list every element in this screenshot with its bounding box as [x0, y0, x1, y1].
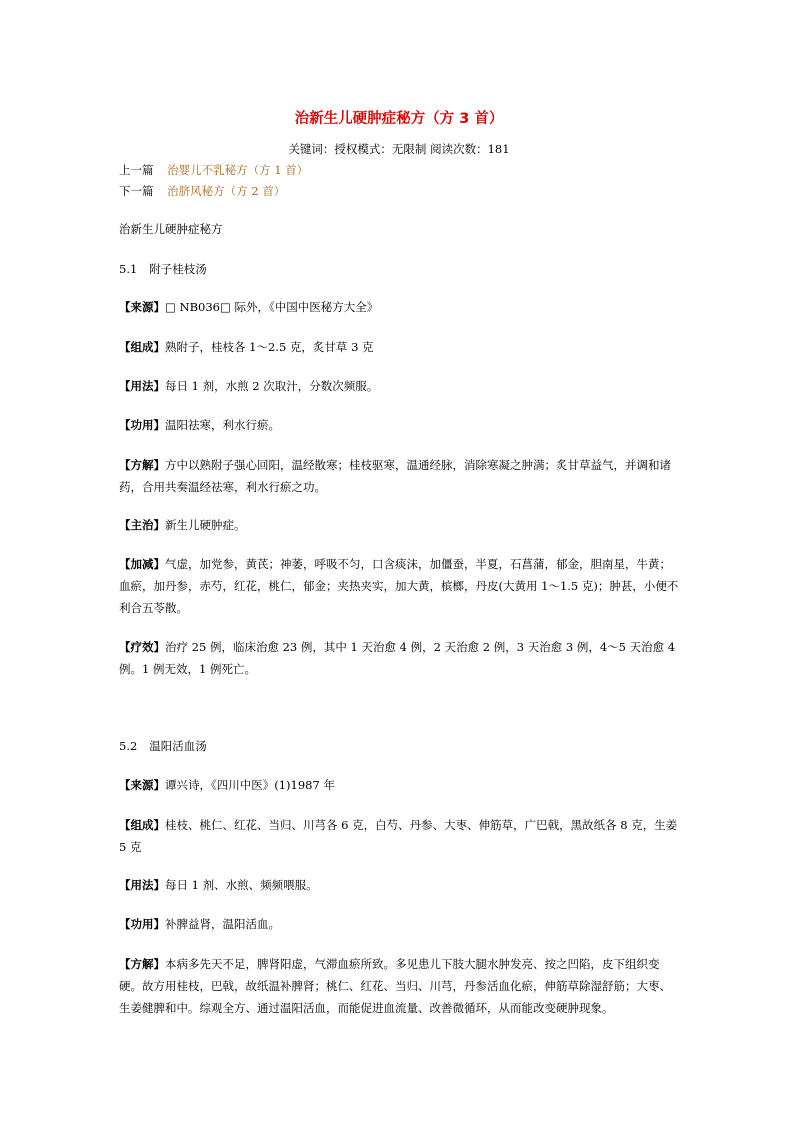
- entry-tag: 【疗效】: [119, 640, 165, 654]
- section-heading: [119, 258, 679, 280]
- entry-indication: [119, 514, 679, 536]
- entry-text: 桂枝、桃仁、红花、当归、川芎各 6 克，白芍、丹参、大枣、伸筋草，广巴戟，黑故纸各 8 克，生姜 5 克: [119, 818, 678, 854]
- entry-text: 每日 1 剂、水煎、频频喂服。: [165, 878, 318, 892]
- entry-tag: 【用法】: [119, 878, 165, 892]
- entry-tag: 【主治】: [119, 518, 165, 532]
- entry-tag: 【功用】: [119, 418, 165, 432]
- entry-usage: [119, 375, 679, 397]
- entry-usage: [119, 874, 679, 896]
- entry-text: 每日 1 剂，水煎 2 次取汁，分数次频服。: [165, 379, 379, 393]
- entry-text: 治疗 25 例，临床治愈 23 例，其中 1 天治愈 4 例，2 天治愈 2 例，3 天治愈 3 例，4～5 天治愈 4 例。1 例无效，1 例死亡。: [119, 640, 676, 676]
- section-number: 5.2: [119, 739, 138, 753]
- document-heading: 治新生儿硬肿症秘方: [119, 222, 223, 236]
- entry-modification: [119, 553, 679, 619]
- entry-tag: 【组成】: [119, 340, 165, 354]
- entry-tag: 【方解】: [119, 458, 165, 472]
- entry-explanation: [119, 953, 679, 1019]
- prev-article-label: 上一篇: [119, 163, 154, 177]
- entry-function: [119, 414, 679, 436]
- entry-function: [119, 913, 679, 935]
- prev-article-nav: [119, 162, 308, 178]
- entry-tag: 【加减】: [119, 557, 165, 571]
- next-article-label: 下一篇: [119, 184, 154, 198]
- entry-explanation: [119, 454, 679, 498]
- entry-tag: 【方解】: [119, 957, 165, 971]
- entry-efficacy: [119, 636, 679, 680]
- entry-text: 本病多先天不足，脾肾阳虚，气滞血瘀所致。多见患儿下肢大腿水肿发亮、按之凹陷，皮下组织变硬。故方用桂枝，巴戟，故纸温补脾肾；桃仁、红花、当归、川芎，丹参活血化瘀，伸筋草除湿舒筋；大枣、生姜健脾和中。综观全方、通过温阳活血，而能促进血流量、改善微循环，从而能改变硬肿现象。: [119, 957, 671, 1015]
- next-article-link[interactable]: 治脐风秘方（方 2 首）: [167, 184, 286, 198]
- entry-text: 补脾益肾，温阳活血。: [165, 917, 280, 931]
- section-name: 温阳活血汤: [149, 739, 207, 753]
- section-name: 附子桂枝汤: [149, 262, 207, 276]
- entry-composition: [119, 336, 679, 358]
- entry-tag: 【用法】: [119, 379, 165, 393]
- entry-text: □ NB036□ 际外，《中国中医秘方大全》: [165, 300, 379, 314]
- entry-tag: 【组成】: [119, 818, 165, 832]
- entry-tag: 【功用】: [119, 917, 165, 931]
- entry-source: [119, 774, 679, 796]
- document-title: 治新生儿硬肿症秘方（方 3 首）: [294, 111, 504, 127]
- section-heading: [119, 735, 679, 757]
- entry-source: [119, 296, 679, 318]
- next-article-nav: [119, 183, 285, 199]
- entry-text: 温阳祛寒，利水行瘀。: [165, 418, 280, 432]
- section-number: 5.1: [119, 262, 138, 276]
- entry-text: 熟附子，桂枝各 1～2.5 克，炙甘草 3 克: [165, 340, 374, 354]
- entry-text: 气虚，加党参，黄芪；神萎，呼吸不匀，口含痰沫，加僵蚕，半夏，石菖蒲，郁金，胆南星，牛黄；血瘀，加丹参，赤芍，红花，桃仁，郁金；夹热夹实，加大黄，槟榔，丹皮(大黄用 1～1.5 克)；肿甚，小便不利合五苓散。: [119, 557, 679, 615]
- prev-article-link[interactable]: 治婴儿不乳秘方（方 1 首）: [167, 163, 309, 177]
- document-meta: 关键词：授权模式：无限制 阅读次数：181: [288, 142, 510, 156]
- entry-text: 方中以熟附子强心回阳，温经散寒；桂枝驱寒，温通经脉，消除寒凝之肿满；炙甘草益气，并调和诸药，合用共奏温经祛寒，利水行瘀之功。: [119, 458, 671, 494]
- entry-text: 新生儿硬肿症。: [165, 518, 246, 532]
- entry-composition: [119, 814, 679, 858]
- entry-tag: 【来源】: [119, 300, 165, 314]
- entry-text: 谭兴诗，《四川中医》(1)1987 年: [165, 778, 335, 792]
- entry-tag: 【来源】: [119, 778, 165, 792]
